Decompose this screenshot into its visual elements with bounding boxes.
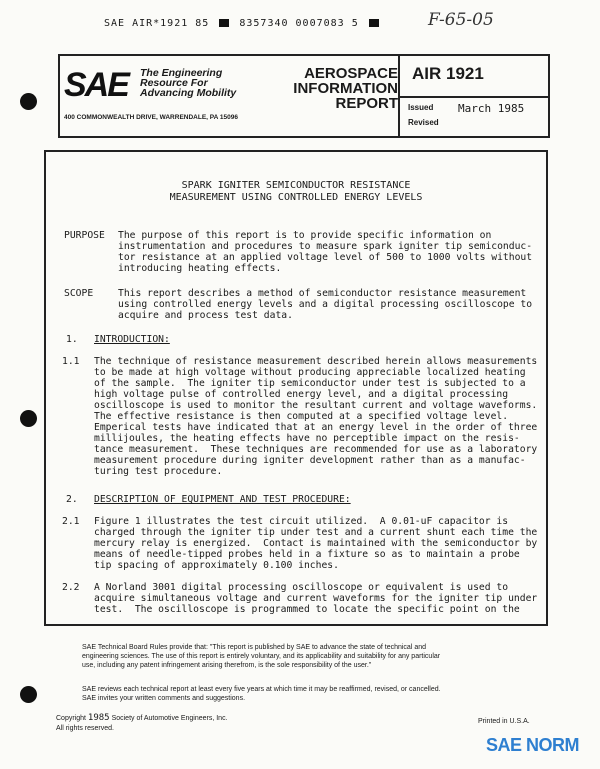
tagline-line: Resource For — [140, 77, 208, 89]
section-2-2-text: A Norland 3001 digital processing oscilloscope or equivalent is used to acquire simultaneous voltage and current waveforms for the igniter tip under test. The oscilloscope is programmed to locate the specific point on the — [94, 582, 538, 615]
report-type-line: AEROSPACE — [304, 65, 398, 82]
redaction-block — [369, 19, 379, 27]
section-1-1-text: The technique of resistance measurement described herein allows measurements to be made at high voltage without producing appreciable localized heating of the sample. The igniter tip semiconductor under test is subjected to a high voltage pulse of controlled energy level, and a digital processing oscilloscope is used to monitor the resultant current and voltage waveforms. The effective resistance is then computed at a specified voltage level. Emperical tests have indicated that at an energy level in the order of three millijoules, the heating effects have no perceptible impact on the resis- tance measurement. These techniques are recommended for use as a laboratory measurement procedure during igniter development rather than as a manufac- turing test procedure. — [94, 356, 538, 477]
report-number: AIR 1921 — [412, 64, 484, 83]
sae-norm-watermark: SAE NORM — [486, 735, 580, 755]
document-id-prefix: SAE AIR*1921 85 — [104, 18, 210, 29]
review-notice: SAE reviews each technical report at least every five years at which time it may be reaffirmed, revised, or cancelled. SAE invites your written comments and suggestions. — [82, 686, 441, 702]
section-1-1-number: 1.1 — [62, 356, 80, 367]
copyright-year: 1985 — [87, 713, 110, 723]
punch-hole — [20, 93, 37, 110]
handwritten-note: F-65-05 — [428, 10, 494, 30]
board-rules-notice: SAE Technical Board Rules provide that: "This report is published by SAE to advance the state of technical and engineering sciences. The use of this report is entirely voluntary, and its applicability and suitability for any particular use, including any patent infringement arising therefrom, is the sole responsibility of the user." — [82, 644, 441, 669]
section-2-number: 2. — [66, 494, 78, 505]
copyright-holder: Society of Automotive Engineers, Inc. — [111, 715, 228, 722]
issued-label: Issued — [408, 103, 434, 112]
section-2-1-text: Figure 1 illustrates the test circuit utilized. A 0.01-uF capacitor is charged through the igniter tip under test and a current shunt each time the mercury relay is energized. Contact is maintained with the semiconductor by means of needle-tipped probes held in a fixture so as to maintain a probe tip spacing of approximately 0.100 inches. — [94, 516, 538, 571]
revised-label: Revised — [408, 118, 439, 127]
section-1-number: 1. — [66, 334, 78, 345]
purpose-text: The purpose of this report is to provide specific information on instrumentation and procedures to measure spark igniter tip semiconduc- tor resistance at an applied voltage level of 500 to 1000 volts without introducing heating effects. — [118, 230, 533, 274]
document-subtitle: MEASUREMENT USING CONTROLLED ENERGY LEVELS — [169, 192, 423, 203]
punch-hole — [20, 410, 37, 427]
copyright-prefix: Copyright — [56, 715, 86, 722]
scope-label: SCOPE — [64, 288, 94, 299]
sae-logo: SAE — [64, 66, 128, 104]
redaction-block — [219, 19, 229, 27]
scope-text: This report describes a method of semiconductor resistance measurement using controlled energy levels and a digital processing oscilloscope to acquire and process test data. — [118, 288, 533, 321]
report-type-line: INFORMATION — [293, 80, 398, 97]
tagline-line: Advancing Mobility — [140, 87, 237, 99]
purpose-label: PURPOSE — [64, 230, 105, 241]
rights-reserved: All rights reserved. — [56, 725, 114, 732]
copyright — [56, 714, 228, 723]
document-body — [44, 150, 548, 626]
section-2-heading: DESCRIPTION OF EQUIPMENT AND TEST PROCEDURE: — [94, 494, 351, 505]
punch-hole — [20, 686, 37, 703]
section-2-1-number: 2.1 — [62, 516, 80, 527]
issued-date: March 1985 — [458, 102, 525, 115]
report-type — [282, 66, 398, 111]
document-id-suffix: 8357340 0007083 5 — [239, 18, 359, 29]
document-title: SPARK IGNITER SEMICONDUCTOR RESISTANCE — [181, 180, 411, 191]
report-type-line: REPORT — [335, 95, 398, 112]
sae-address: 400 COMMONWEALTH DRIVE, WARRENDALE, PA 15096 — [64, 114, 238, 121]
report-header — [58, 54, 550, 138]
tagline-line: The Engineering — [140, 67, 223, 79]
printed-in: Printed in U.S.A. — [478, 718, 530, 725]
document-id-line — [104, 18, 382, 29]
section-2-2-number: 2.2 — [62, 582, 80, 593]
header-divider — [400, 96, 548, 98]
sae-tagline — [140, 68, 260, 98]
section-1-heading: INTRODUCTION: — [94, 334, 170, 345]
